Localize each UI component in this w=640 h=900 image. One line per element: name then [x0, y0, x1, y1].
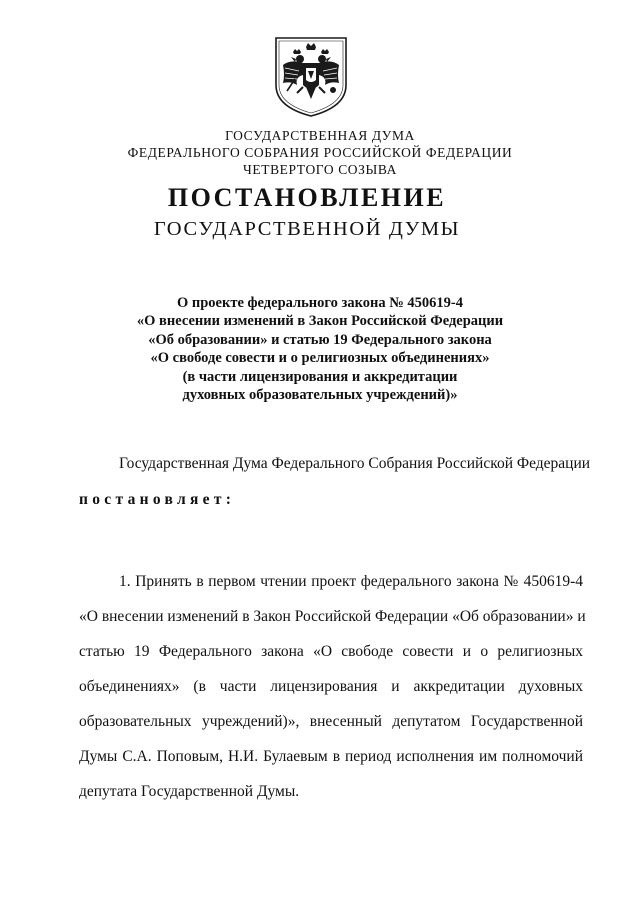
- subject-line: «Об образовании» и статью 19 Федерального закона: [148, 331, 492, 348]
- header-line-convocation: ЧЕТВЕРТОГО СОЗЫВА: [243, 162, 397, 177]
- item-line: «О внесении изменений в Закон Российской Федерации «Об образовании» и: [79, 608, 586, 625]
- subject-line: «О свободе совести и о религиозных объединениях»: [150, 350, 490, 367]
- document-header: [0, 127, 640, 178]
- item-line: статью 19 Федерального закона «О свободе совести и о религиозных: [79, 643, 583, 660]
- subject-line: О проекте федерального закона № 450619-4: [176, 295, 464, 311]
- resolution-item-1: [79, 564, 586, 809]
- item-line: депутата Государственной Думы.: [79, 783, 300, 800]
- item-line: образовательных учреждений)», внесенный депутатом Государственной: [79, 713, 583, 730]
- preamble-text: Государственная Дума Федерального Собрания Российской Федерации: [119, 455, 591, 472]
- header-line-federal-assembly: ФЕДЕРАЛЬНОГО СОБРАНИЯ РОССИЙСКОЙ ФЕДЕРАЦИИ: [127, 145, 513, 160]
- coat-of-arms-icon: [273, 35, 349, 119]
- subject-line: духовных образовательных учреждений)»: [182, 387, 458, 404]
- item-line: 1. Принять в первом чтении проект федерального закона № 450619-4: [119, 573, 583, 590]
- document-subtitle: ГОСУДАРСТВЕННОЙ ДУМЫ: [153, 218, 461, 240]
- resolves-word: постановляет:: [79, 491, 236, 508]
- subject-line: «О внесении изменений в Закон Российской Федерации: [136, 313, 504, 330]
- item-line: объединениях» (в части лицензирования и аккредитации духовных: [79, 678, 583, 695]
- resolution-subject: [0, 294, 640, 404]
- document-title: ПОСТАНОВЛЕНИЕ: [167, 183, 447, 212]
- subject-line: (в части лицензирования и аккредитации: [182, 368, 458, 385]
- header-line-duma: ГОСУДАРСТВЕННАЯ ДУМА: [225, 128, 415, 143]
- item-line: Думы С.А. Поповым, Н.И. Булаевым в период исполнения им полномочий: [79, 748, 583, 765]
